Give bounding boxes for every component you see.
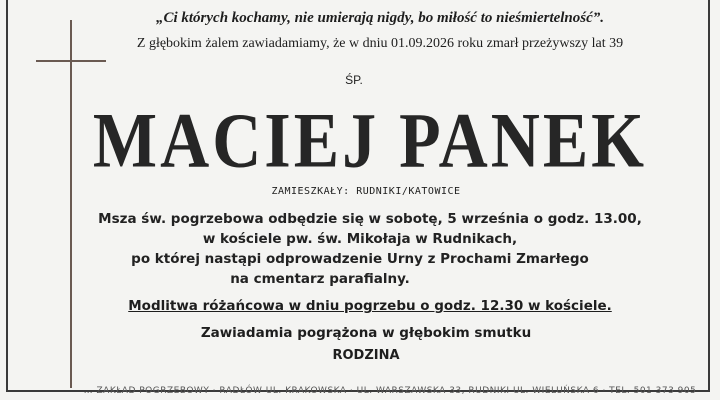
mass-line-2: w kościele pw. św. Mikołaja w Rudnikach, [202,231,518,247]
residence: ZAMIESZKAŁY: RUDNIKI/KATOWICE [271,186,461,197]
mass-line-3: po której nastąpi odprowadzenie Urny z Prochami Zmarłego [131,251,589,267]
cross-horizontal-bar [36,60,106,62]
funeral-home-footer: … ZAKŁAD POGRZEBOWY · RADŁÓW UL. KRAKOWSKA · UL. WARSZAWSKA 33, RUDNIKI UL. WIELUŃSKA 6 · TEL. 501 373 905 [83,386,697,396]
mass-line-1: Msza św. pogrzebowa odbędzie się w sobotę, 5 września o godz. 13.00, [98,211,642,227]
mourners-line: Zawiadamia pogrążona w głębokim smutku [200,325,532,341]
family-signature: RODZINA [332,348,400,363]
title-prefix: ŚP. [345,73,363,87]
deceased-name: MACIEJ PANEK [92,96,648,184]
death-notice: Z głębokim żalem zawiadamiamy, że w dniu 01.09.2026 roku zmarł przeżywszy lat 39 [136,36,624,51]
rosary-notice: Modlitwa różańcowa w dniu pogrzebu o godz. 12.30 w kościele. [128,298,612,314]
mass-line-4: na cmentarz parafialny. [230,271,410,287]
memorial-quote: „Ci których kochamy, nie umierają nigdy, bo miłość to nieśmiertelność”. [155,10,605,26]
